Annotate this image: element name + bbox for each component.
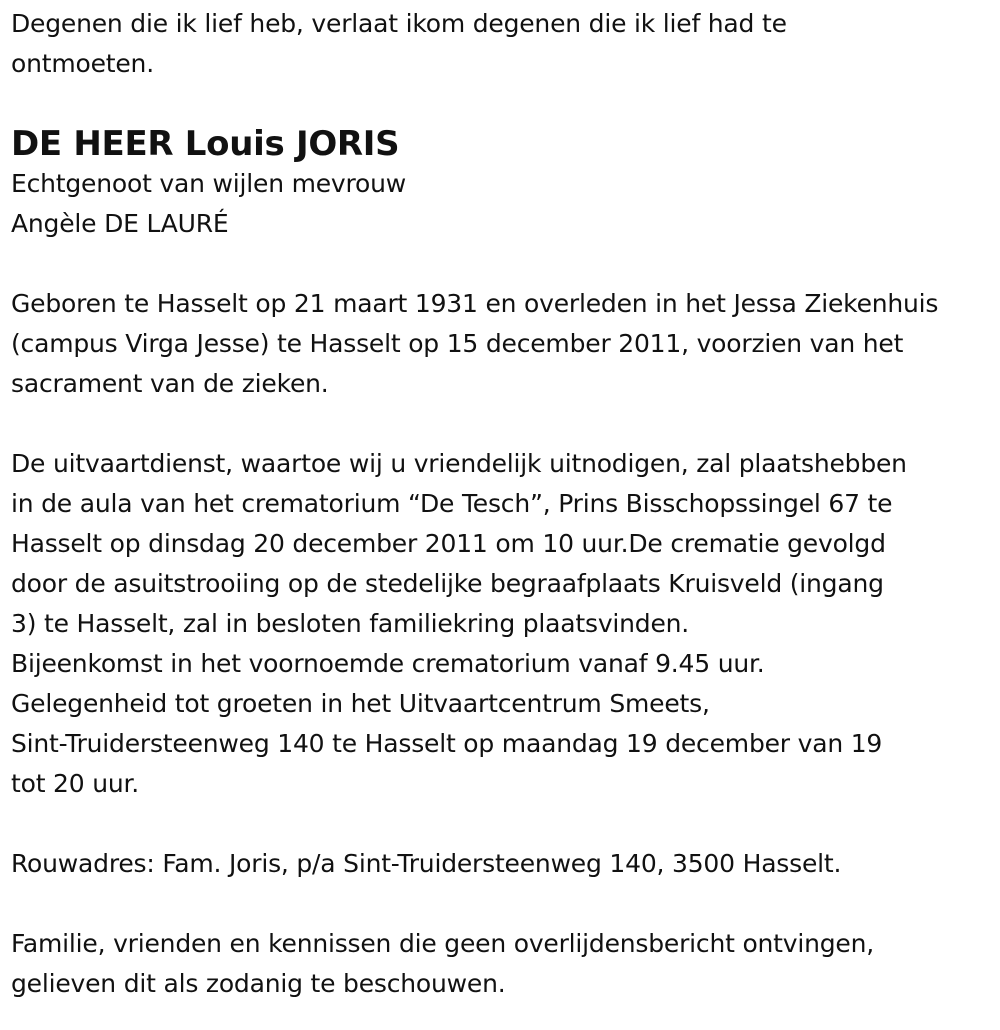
birth-death-line: (campus Virga Jesse) te Hasselt op 15 december 2011, voorzien van het: [11, 329, 904, 358]
spacer: [11, 884, 991, 924]
quote-line-2: ontmoeten.: [11, 49, 154, 78]
funeral-line: Bijeenkomst in het voornoemde crematorium vanaf 9.45 uur.: [11, 649, 765, 678]
spacer: [11, 84, 991, 124]
funeral-line: in de aula van het crematorium “De Tesch”, Prins Bisschopssingel 67 te: [11, 489, 893, 518]
funeral-line: Gelegenheid tot groeten in het Uitvaartcentrum Smeets,: [11, 689, 710, 718]
funeral-line: Sint-Truidersteenweg 140 te Hasselt op maandag 19 december van 19: [11, 729, 883, 758]
quote-line-1: Degenen die ik lief heb, verlaat ikom degenen die ik lief had te: [11, 9, 787, 38]
spacer: [11, 804, 991, 844]
funeral-line: door de asuitstrooiing op de stedelijke begraafplaats Kruisveld (ingang: [11, 569, 884, 598]
mourning-address: Rouwadres: Fam. Joris, p/a Sint-Truidersteenweg 140, 3500 Hasselt.: [11, 849, 842, 878]
funeral-line: Hasselt op dinsdag 20 december 2011 om 10 uur.De crematie gevolgd: [11, 529, 886, 558]
funeral-line: 3) te Hasselt, zal in besloten familiekring plaatsvinden.: [11, 609, 690, 638]
spacer: [11, 244, 991, 284]
spacer: [11, 404, 991, 444]
deceased-name: DE HEER Louis JORIS: [11, 124, 400, 164]
spouse-line-1: Echtgenoot van wijlen mevrouw: [11, 169, 407, 198]
funeral-line: tot 20 uur.: [11, 769, 140, 798]
closing-line: Familie, vrienden en kennissen die geen overlijdensbericht ontvingen,: [11, 929, 875, 958]
spouse-line-2: Angèle DE LAURÉ: [11, 209, 229, 238]
obituary-notice: [11, 4, 991, 1004]
funeral-line: De uitvaartdienst, waartoe wij u vriendelijk uitnodigen, zal plaatshebben: [11, 449, 907, 478]
birth-death-line: sacrament van de zieken.: [11, 369, 329, 398]
birth-death-line: Geboren te Hasselt op 21 maart 1931 en overleden in het Jessa Ziekenhuis: [11, 289, 939, 318]
closing-line: gelieven dit als zodanig te beschouwen.: [11, 969, 506, 998]
